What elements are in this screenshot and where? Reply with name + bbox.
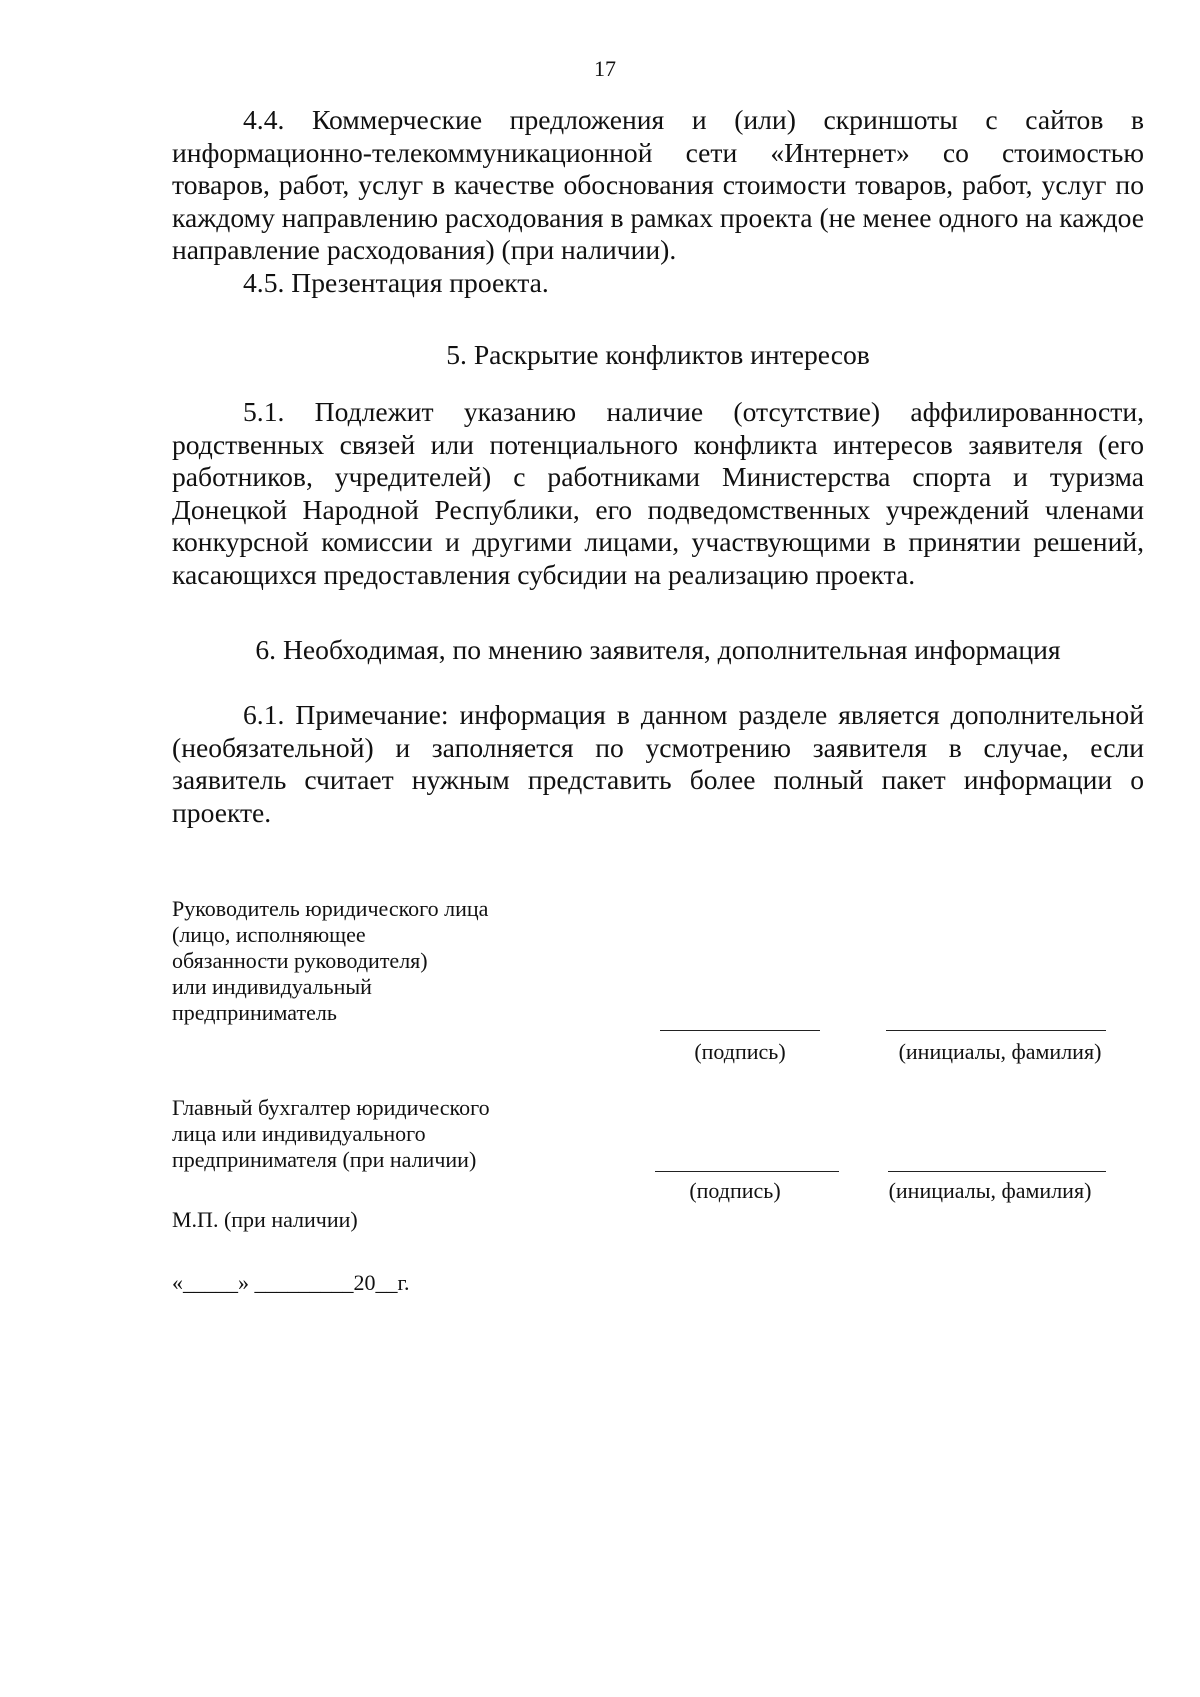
accountant-label-line: Главный бухгалтер юридического — [172, 1095, 490, 1120]
head-signature-line — [660, 1030, 820, 1031]
paragraph-5-1: 5.1. Подлежит указанию наличие (отсутствие) аффилированности, родственных связей или потенциального конфликта интересов заявителя (его работников, учредителей) с работниками Министерства спорта и туризма Донецкой Народной Республики, его подведомственных учреждений членами конкурсной комиссии и другими лицами, участвующими в принятии решений, касающихся предоставления субсидии на реализацию проекта. — [172, 396, 1144, 590]
accountant-signature-line — [655, 1171, 839, 1172]
head-signature-caption: (подпись) — [694, 1039, 786, 1064]
section-5-text — [172, 396, 1144, 591]
head-label-line: предприниматель — [172, 1000, 337, 1025]
head-label-line: обязанности руководителя) — [172, 948, 428, 973]
date-line: «_____» _________20__г. — [172, 1270, 410, 1295]
accountant-signature-caption: (подпись) — [689, 1178, 781, 1203]
accountant-label-line: лица или индивидуального — [172, 1121, 426, 1146]
accountant-label-line: предпринимателя (при наличии) — [172, 1147, 477, 1172]
head-label-line: Руководитель юридического лица — [172, 896, 489, 921]
paragraph-4-5: 4.5. Презентация проекта. — [243, 266, 549, 298]
paragraph-6-1: 6.1. Примечание: информация в данном разделе является дополнительной (необязательной) и заполняется по усмотрению заявителя в случае, если заявитель считает нужным представить более полный пакет информации о проекте. — [172, 699, 1144, 828]
head-name-line — [886, 1030, 1106, 1031]
section-4-text — [172, 104, 1144, 299]
accountant-signatory-label — [172, 1095, 490, 1173]
section-6-heading: 6. Необходимая, по мнению заявителя, дополнительная информация — [255, 634, 1061, 665]
section-5-heading: 5. Раскрытие конфликтов интересов — [446, 339, 870, 370]
accountant-name-caption: (инициалы, фамилия) — [888, 1178, 1092, 1203]
page-number: 17 — [594, 56, 616, 81]
head-label-line: или индивидуальный — [172, 974, 372, 999]
paragraph-4-4: 4.4. Коммерческие предложения и (или) скриншоты с сайтов в информационно-телекоммуникационной сети «Интернет» со стоимостью товаров, работ, услуг в качестве обоснования стоимости товаров, работ, услуг по каждому направлению расходования в рамках проекта (не менее одного на каждое направление расходования) (при наличии). — [172, 104, 1144, 265]
head-name-caption: (инициалы, фамилия) — [898, 1039, 1102, 1064]
stamp-note: М.П. (при наличии) — [172, 1207, 358, 1232]
section-6-text — [172, 699, 1144, 829]
accountant-name-line — [888, 1171, 1106, 1172]
head-signatory-label — [172, 896, 488, 1026]
head-label-line: (лицо, исполняющее — [172, 922, 366, 947]
